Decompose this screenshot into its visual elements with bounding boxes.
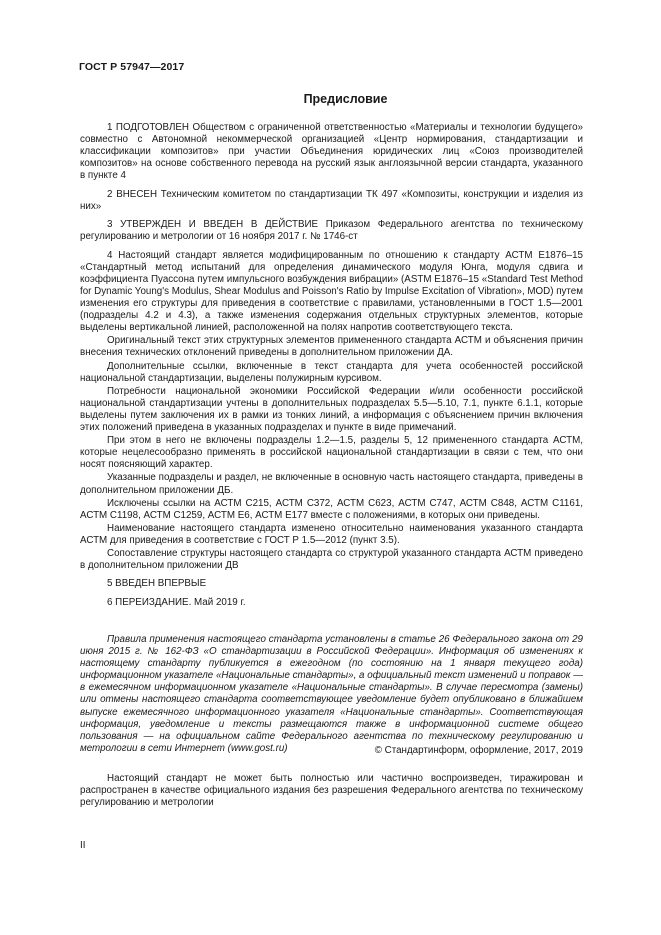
- paragraph-4-excluded-sections: При этом в него не включены подразделы 1.2—1.5, разделы 5, 12 примененного стандарта АСТМ, которые нецелесообразно применять в российской национальной стандартизации в связи с тем, что они носят поясняющий характер.: [80, 435, 583, 471]
- paragraph-4-appendix-db: Указанные подразделы и раздел, не включенные в основную часть настоящего стандарта, приведены в дополнительном приложении ДБ.: [80, 472, 583, 496]
- rules-notice: [80, 634, 583, 755]
- paragraph-6-reissue: 6 ПЕРЕИЗДАНИЕ. Май 2019 г.: [107, 596, 246, 608]
- paragraph-4-structure-comparison: Сопоставление структуры настоящего стандарта со структурой указанного стандарта АСТМ приведено в дополнительном приложении ДВ: [80, 547, 583, 572]
- paragraph-5-first-introduced: 5 ВВЕДЕН ВПЕРВЫЕ: [107, 578, 207, 590]
- paragraph-3-approved: 3 УТВЕРЖДЕН И ВВЕДЕН В ДЕЙСТВИЕ Приказом Федерального агентства по техническому регулированию и метрологии от 16 ноября 2017 г. № 1746-ст: [80, 219, 583, 243]
- paragraph-1-prepared: 1 ПОДГОТОВЛЕН Обществом с ограниченной ответственностью «Материалы и технологии будущего» совместно с Автономной некоммерческой организацией «Центр нормирования, стандартизации и классификации композитов» при участии Объединения юридических лиц «Союз производителей композитов» на основе собственного перевода на русский язык англоязычной версии стандарта, указанного в пункте 4: [80, 122, 583, 182]
- paragraph-4-additional-refs: Дополнительные ссылки, включенные в текст стандарта для учета особенностей российской национальной стандартизации, выделены полужирным курсивом.: [80, 360, 583, 384]
- paragraph-4-title-change: Наименование настоящего стандарта изменено относительно наименования указанного стандарта АСТМ для приведения в соответствие с ГОСТ Р 1.5—2012 (пункт 3.5).: [80, 522, 583, 546]
- page-title: Предисловие: [303, 92, 388, 106]
- paragraph-4-national-needs: Потребности национальной экономики Российской Федерации и/или особенности российской национальной стандартизации учтены в дополнительных подразделах 5.5—5.10, 7.1, пункте 6.1.1, которые выделены путем заключения их в рамки из тонких линий, а информация с объяснением причин включения этих положений приведена в указанных подразделах и пункте в виде примечаний.: [80, 385, 583, 434]
- reprint-notice: [80, 773, 583, 809]
- foreword-body: [80, 122, 583, 615]
- standard-code: ГОСТ Р 57947—2017: [79, 61, 185, 73]
- page-number: II: [80, 840, 86, 851]
- paragraph-4-excluded-refs: Исключены ссылки на АСТМ С215, АСТМ С372, АСТМ С623, АСТМ С747, АСТМ С848, АСТМ С1161, АСТМ С1198, АСТМ С1259, АСТМ Е6, АСТМ Е177 вместе с положениями, в которых они приведены.: [80, 497, 583, 521]
- paragraph-2-introduced: 2 ВНЕСЕН Техническим комитетом по стандартизации ТК 497 «Композиты, конструкции и изделия из них»: [80, 188, 583, 212]
- reprint-notice-text: Настоящий стандарт не может быть полностью или частично воспроизведен, тиражирован и распространен в качестве официального издания без разрешения Федерального агентства по техническому регулированию и метрологии: [80, 773, 583, 809]
- copyright-line: © Стандартинформ, оформление, 2017, 2019: [374, 745, 583, 756]
- paragraph-4-original-text: Оригинальный текст этих структурных элементов примененного стандарта АСТМ и объяснения причин внесения технических отклонений приведены в дополнительном приложении ДА.: [80, 335, 583, 359]
- rules-notice-text: Правила применения настоящего стандарта установлены в статье 26 Федерального закона от 29 июня 2015 г. № 162-ФЗ «О стандартизации в Российской Федерации». Информация об изменениях к настоящему стандарту публикуется в ежегодном (по состоянию на 1 января текущего года) информационном указателе «Национальные стандарты», а официальный текст изменений и поправок — в ежемесячном информационном указателе «Национальные стандарты». В случае пересмотра (замены) или отмены настоящего стандарта соответствующее уведомление будет опубликовано в ближайшем выпуске ежемесячного информационного указателя «Национальные стандарты». Соответствующая информация, уведомление и тексты размещаются также в информационной системе общего пользования — на официальном сайте Федерального агентства по техническому регулированию и метрологии в сети Интернет (www.gost.ru): [80, 634, 583, 754]
- paragraph-4-modified: 4 Настоящий стандарт является модифицированным по отношению к стандарту АСТМ Е1876–15 «Стандартный метод испытаний для определения динамического модуля Юнга, модуля сдвига и коэффициента Пуассона путем импульсного возбуждения вибрации» (ASTM E1876–15 «Standard Test Method for Dynamic Young's Modulus, Shear Modulus and Poisson's Ratio by Impulse Excitation of Vibration», MOD) путем изменения его структуры для приведения в соответствие с правилами, установленными в ГОСТ 1.5—2001 (подразделы 4.2 и 4.3), а также изменения содержания отдельных структурных элементов, которые выделены вертикальной линией, расположенной на полях напротив соответствующего текста.: [80, 249, 583, 334]
